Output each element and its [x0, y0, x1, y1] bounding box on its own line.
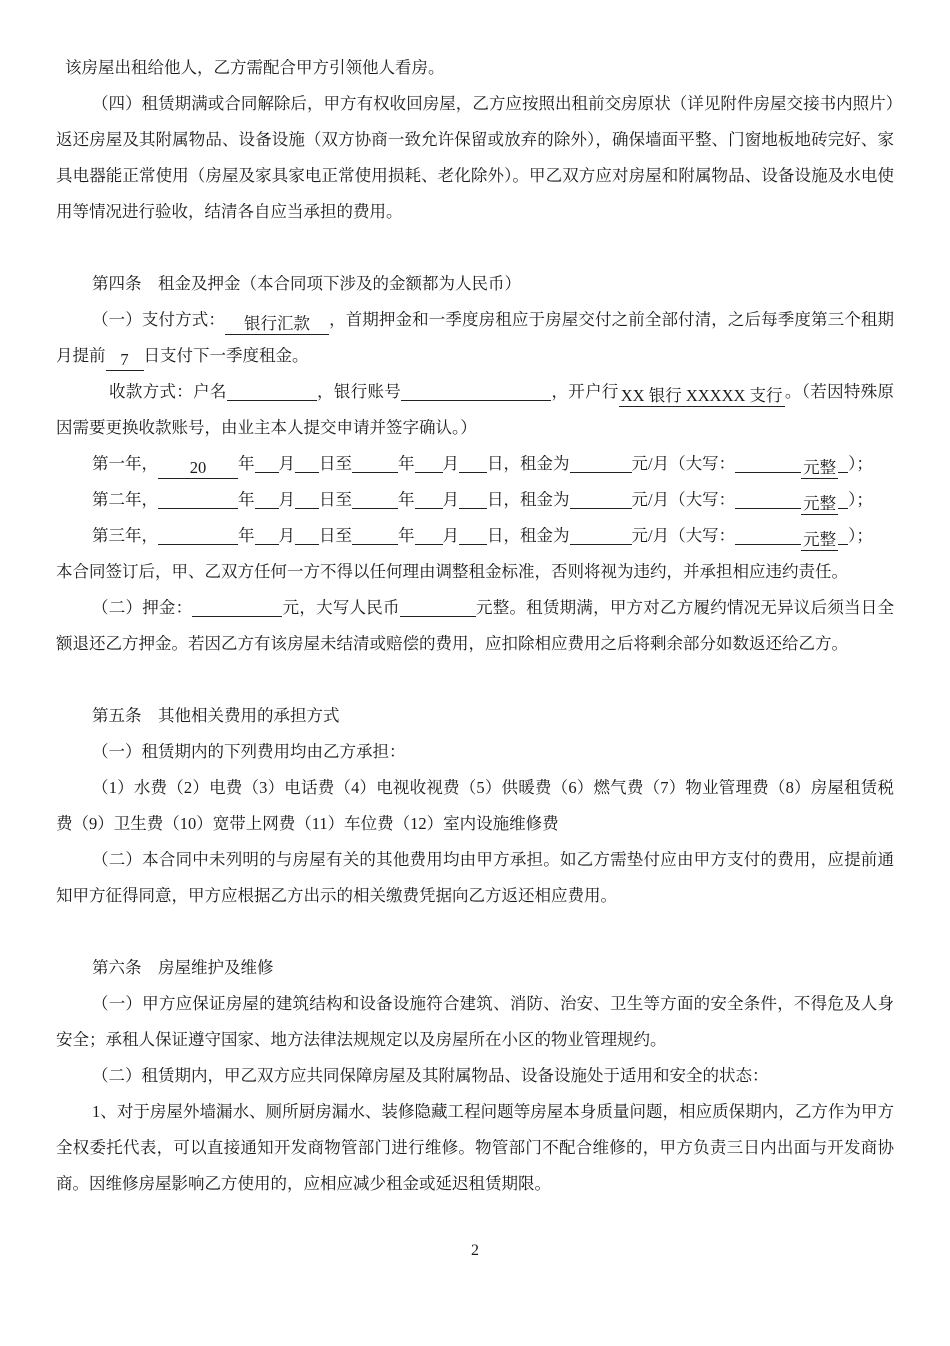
year2-rent-words-blank	[735, 487, 801, 509]
year1-rent-words-suffix: 元整	[803, 458, 837, 477]
year3-start-day-blank	[295, 523, 319, 545]
para-landlord-fees: （二）本合同中未列明的与房屋有关的其他费用均由甲方承担。如乙方需垫付应由甲方支付的费用，应提前通知甲方征得同意，甲方应根据乙方出示的相关缴费凭据向乙方返还相应费用。	[56, 850, 894, 905]
year1-end-year-blank	[352, 451, 398, 473]
year2-rent-amount-blank	[570, 487, 632, 509]
para-no-rent-adjustment: 本合同签订后，甲、乙双方任何一方不得以任何理由调整租金标准，否则将视为违约，并承担相应违约责任。	[56, 562, 848, 581]
para-clause-3-4-return-house: （四）租赁期满或合同解除后，甲方有权收回房屋，乙方应按照出租前交房原状（详见附件房屋交接书内照片）返还房屋及其附属物品、设备设施（双方协商一致允许保留或放弃的除外），确保墙面平整、门窗地板地砖完好、家具电器能正常使用（房屋及家具家电正常使用损耗、老化除外）。甲乙双方应对房屋和附属物品、设备设施及水电使用等情况进行验收，结清各自应当承担的费用。	[56, 94, 894, 221]
year1-start-month-blank	[255, 451, 279, 473]
year1-start-year-blank: 20	[158, 457, 238, 479]
para-payee-account: 收款方式：户名 ，银行账号 ，开户行 XX 银行 XXXXX 支行 。（若因特殊原因需要更换收款账号，由业主本人提交申请并签字确认。）	[56, 374, 894, 446]
para-deposit: （二）押金： 元，大写人民币 元整。租赁期满，甲方对乙方履约情况无异议后须当日全额退还乙方押金。若因乙方有该房屋未结清或赔偿的费用，应扣除相应费用之后将剩余部分如数返还给乙方。	[56, 590, 894, 662]
para-safety-guarantee: （一）甲方应保证房屋的建筑结构和设备设施符合建筑、消防、治安、卫生等方面的安全条件，不得危及人身安全；承租人保证遵守国家、地方法律法规规定以及房屋所在小区的物业管理规约。	[56, 994, 894, 1049]
year2-rent-words-suffix: 元整	[803, 494, 837, 513]
para-tenant-fees-intro: （一）租赁期内的下列费用均由乙方承担：	[92, 742, 406, 761]
account-holder-blank	[227, 379, 317, 401]
year2-rent-words-tail	[838, 487, 848, 509]
heading-article-4: 第四条 租金及押金（本合同项下涉及的金额都为人民币）	[92, 274, 521, 293]
year2-end-day-blank	[459, 487, 487, 509]
year3-end-day-blank	[459, 523, 487, 545]
year1-rent-amount-blank	[570, 451, 632, 473]
para-rent-year-3: 第三年， 年 月 日至 年 月 日，租金为 元/月（大写： 元整 ）；	[56, 518, 894, 554]
year2-end-year-blank	[352, 487, 398, 509]
year1-end-day-blank	[459, 451, 487, 473]
page-footer	[0, 1240, 950, 1260]
document-body	[56, 50, 894, 1202]
year3-rent-words-suffix: 元整	[803, 530, 837, 549]
para-house-showing: 该房屋出租给他人，乙方需配合甲方引领他人看房。	[65, 58, 445, 77]
year1-start-day-blank	[295, 451, 319, 473]
year2-end-month-blank	[415, 487, 443, 509]
year3-end-month-blank	[415, 523, 443, 545]
para-payment-method: （一）支付方式： 银行汇款 ，首期押金和一季度房租应于房屋交付之前全部付清，之后每季度第三个租期月提前 7 日支付下一季度租金。	[56, 310, 895, 369]
para-rent-year-1: 第一年， 20 年 月 日至 年 月 日，租金为 元/月（大写： 元整 ）；	[56, 446, 894, 482]
year3-start-year-blank	[158, 523, 238, 545]
para-joint-maintenance: （二）租赁期内，甲乙双方应共同保障房屋及其附属物品、设备设施处于适用和安全的状态：	[92, 1066, 769, 1085]
para-fee-list: （1）水费（2）电费（3）电话费（4）电视收视费（5）供暖费（6）燃气费（7）物业管理费（8）房屋租赁税费（9）卫生费（10）宽带上网费（11）车位费（12）室内设施维修费	[56, 778, 894, 833]
year1-rent-words-tail	[838, 451, 848, 473]
bank-branch-blank: XX 银行 XXXXX 支行	[620, 386, 783, 405]
para-quality-issues: 1、对于房屋外墙漏水、厕所厨房漏水、装修隐藏工程问题等房屋本身质量问题，相应质保期内，乙方作为甲方全权委托代表，可以直接通知开发商物管部门进行维修。物管部门不配合维修的，甲方负责三日内出面与开发商协商。因维修房屋影响乙方使用的，应相应减少租金或延迟租赁期限。	[56, 1102, 894, 1193]
bank-account-number-blank	[401, 379, 551, 401]
para-rent-year-2: 第二年， 年 月 日至 年 月 日，租金为 元/月（大写： 元整 ）；	[56, 482, 894, 518]
heading-article-6: 第六条 房屋维护及维修	[92, 958, 274, 977]
year3-end-year-blank	[352, 523, 398, 545]
year3-start-month-blank	[255, 523, 279, 545]
year1-rent-words-blank	[735, 451, 801, 473]
payment-method-blank: 银行汇款	[225, 313, 329, 335]
page-number: 2	[471, 1242, 479, 1259]
year3-rent-words-blank	[735, 523, 801, 545]
blank-line	[56, 230, 894, 266]
year2-start-month-blank	[255, 487, 279, 509]
blank-line	[56, 914, 894, 950]
year3-rent-amount-blank	[570, 523, 632, 545]
deposit-amount-words-blank	[400, 595, 476, 617]
year2-start-day-blank	[295, 487, 319, 509]
heading-article-5: 第五条 其他相关费用的承担方式	[92, 706, 340, 725]
days-ahead-blank: 7	[106, 349, 144, 371]
year3-rent-words-tail	[838, 523, 848, 545]
blank-line	[56, 662, 894, 698]
year1-end-month-blank	[415, 451, 443, 473]
deposit-amount-blank	[192, 595, 282, 617]
year2-start-year-blank	[158, 487, 238, 509]
